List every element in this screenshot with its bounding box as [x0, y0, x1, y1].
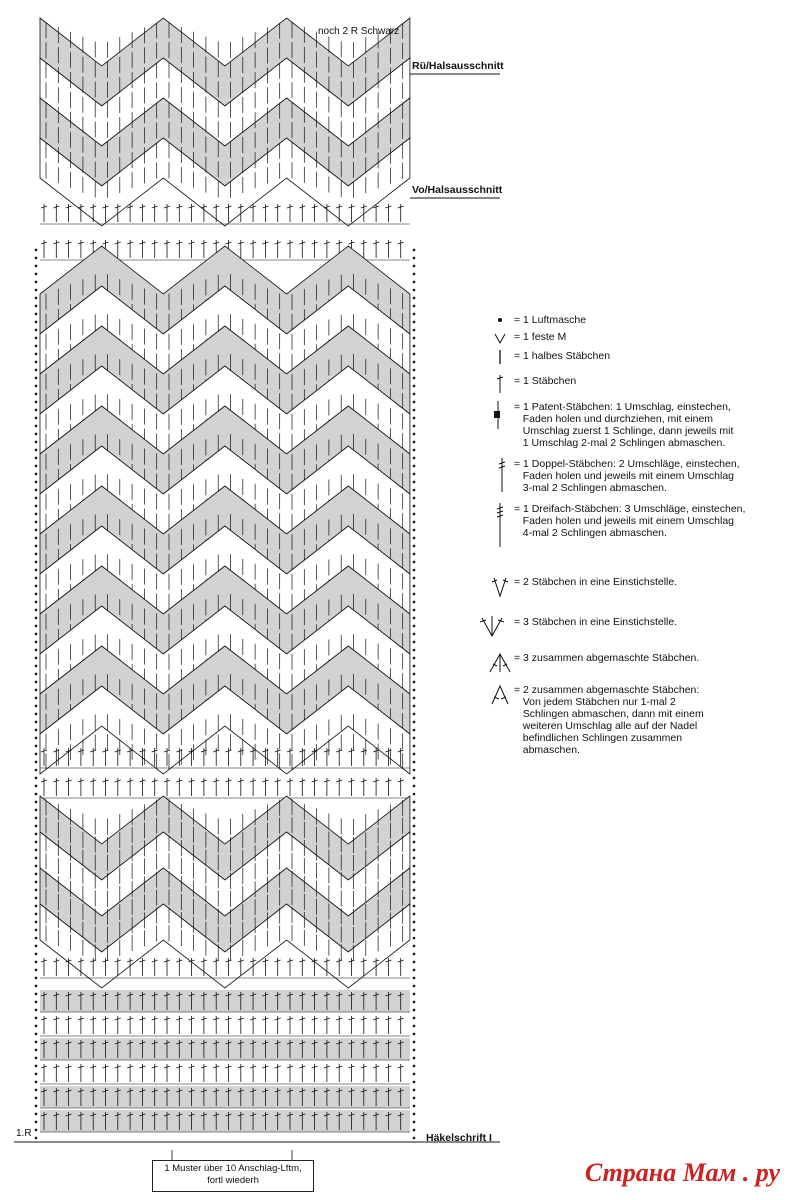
chain-dot — [413, 1129, 416, 1132]
chain-dot — [35, 945, 38, 948]
chain-dot — [35, 1009, 38, 1012]
chain-dot — [413, 377, 416, 380]
chain-dot — [35, 401, 38, 404]
chain-dot — [35, 377, 38, 380]
chain-dot — [35, 569, 38, 572]
chain-dot — [35, 433, 38, 436]
shaded-row — [40, 990, 410, 1012]
back-neck-label: Rü/Halsausschnitt — [412, 60, 504, 72]
chain-dot — [35, 529, 38, 532]
chain-dot — [413, 505, 416, 508]
chain-dot — [413, 489, 416, 492]
chain-dot — [413, 745, 416, 748]
chain-dot — [413, 657, 416, 660]
chain-dot — [413, 1033, 416, 1036]
chain-dot — [35, 953, 38, 956]
chain-dot — [35, 753, 38, 756]
chain-dot — [413, 1057, 416, 1060]
patent-icon — [488, 401, 512, 445]
chain-dot — [413, 929, 416, 932]
chain-dot — [413, 865, 416, 868]
chain-dot — [413, 513, 416, 516]
chain-dot — [35, 1065, 38, 1068]
chain-dot — [35, 881, 38, 884]
chain-dot — [35, 369, 38, 372]
chain-dot — [35, 449, 38, 452]
chain-dot — [35, 521, 38, 524]
chain-dot — [35, 345, 38, 348]
chain-dot — [35, 681, 38, 684]
chain-dot — [413, 401, 416, 404]
legend-text: = 1 Doppel-Stäbchen: 2 Umschläge, einstechen, Faden holen und jeweils mit einem Umschlag 3-mal 2 Schlingen abmaschen. — [514, 458, 740, 494]
chain-dot — [413, 593, 416, 596]
chain-dot — [413, 937, 416, 940]
two-together-icon — [488, 684, 512, 728]
chain-dot — [413, 1113, 416, 1116]
chain-dot — [413, 761, 416, 764]
chain-dot — [413, 297, 416, 300]
chain-dot — [35, 1001, 38, 1004]
chain-dot — [35, 1033, 38, 1036]
chain-dot — [35, 385, 38, 388]
chain-dot — [413, 457, 416, 460]
chain-dot — [35, 977, 38, 980]
chain-dot — [413, 697, 416, 700]
chain-dot — [413, 521, 416, 524]
chain-dot — [413, 1073, 416, 1076]
repeat-note-line2: fortl wiederh — [207, 1175, 259, 1186]
chain-dot — [35, 1081, 38, 1084]
chain-dot — [413, 809, 416, 812]
chain-dot — [413, 1097, 416, 1100]
chain-dot — [413, 1065, 416, 1068]
chain-dot — [35, 409, 38, 412]
chain-dot — [35, 393, 38, 396]
chain-dot — [35, 577, 38, 580]
chain-dot — [413, 817, 416, 820]
chain-dot — [413, 633, 416, 636]
chain-dot — [413, 361, 416, 364]
chain-dot — [35, 737, 38, 740]
shaded-row — [40, 1038, 410, 1060]
chain-dot — [413, 353, 416, 356]
shaded-row — [40, 1086, 410, 1108]
chain-dot — [35, 865, 38, 868]
chain-dot — [413, 705, 416, 708]
chain-dot — [35, 841, 38, 844]
chain-dot — [413, 433, 416, 436]
chain-dot — [413, 529, 416, 532]
chain-dot — [35, 889, 38, 892]
chain-dot — [35, 337, 38, 340]
chain-dot — [35, 465, 38, 468]
chain-dot — [35, 585, 38, 588]
chain-dot — [413, 849, 416, 852]
chain-dot — [35, 1017, 38, 1020]
chain-dot — [35, 665, 38, 668]
chain-dot — [35, 873, 38, 876]
chain-dot — [413, 569, 416, 572]
chain-dot — [413, 537, 416, 540]
chain-dot — [35, 937, 38, 940]
chain-dot — [413, 425, 416, 428]
chain-dot — [35, 649, 38, 652]
chain-dot — [35, 809, 38, 812]
chain-dot — [413, 681, 416, 684]
chain-dot — [413, 641, 416, 644]
legend-text: = 2 zusammen abgemaschte Stäbchen: Von jedem Stäbchen nur 1-mal 2 Schlingen abmaschen, dann mit einem weiteren Umschlag alle auf der Nadel befindlichen Schlingen zusammen abmaschen. — [514, 684, 704, 756]
chain-dot — [35, 777, 38, 780]
chain-dot — [35, 361, 38, 364]
watermark-text: Страна Мам . ру — [584, 1158, 780, 1187]
legend-text: = 3 Stäbchen in eine Einstichstelle. — [514, 616, 678, 628]
chain-dot — [413, 601, 416, 604]
chain-dot — [413, 409, 416, 412]
two-in-one-icon — [488, 576, 512, 620]
chain-dot — [35, 273, 38, 276]
chain-dot — [35, 729, 38, 732]
chain-dot — [413, 649, 416, 652]
legend-text: = 2 Stäbchen in eine Einstichstelle. — [514, 576, 678, 588]
legend-text: = 1 Luftmasche — [514, 314, 587, 326]
chain-dot — [35, 993, 38, 996]
chain-dot — [35, 257, 38, 260]
chain-dot — [35, 593, 38, 596]
chain-dot — [35, 497, 38, 500]
chain-dot — [35, 905, 38, 908]
chain-dot — [413, 449, 416, 452]
chain-dot — [35, 441, 38, 444]
chain-dot — [35, 785, 38, 788]
chain-dot — [413, 609, 416, 612]
chain-dot — [35, 553, 38, 556]
chain-dot — [35, 689, 38, 692]
repeat-bracket — [172, 1150, 292, 1160]
chain-dot — [413, 721, 416, 724]
chain-dot — [35, 969, 38, 972]
chain-dot — [413, 577, 416, 580]
chain-dot — [413, 337, 416, 340]
shaded-row — [40, 1110, 410, 1132]
chain-dot — [35, 1113, 38, 1116]
chain-dot — [413, 769, 416, 772]
chain-dot — [35, 657, 38, 660]
chain-dot — [413, 1041, 416, 1044]
chain-dot — [413, 481, 416, 484]
chain-dot — [35, 537, 38, 540]
chain-dot — [35, 1129, 38, 1132]
chain-dot — [413, 953, 416, 956]
legend-text: = 1 feste M — [514, 331, 567, 343]
chain-dot — [413, 273, 416, 276]
chain-dot — [413, 673, 416, 676]
chain-dot — [35, 721, 38, 724]
chain-dot — [35, 713, 38, 716]
chain-dot — [35, 289, 38, 292]
chain-dot — [413, 1105, 416, 1108]
chart-name-label: Häkelschrift I — [426, 1132, 492, 1144]
chain-dot — [413, 369, 416, 372]
chain-dot — [35, 961, 38, 964]
chain-dot — [35, 297, 38, 300]
chain-dot — [35, 1025, 38, 1028]
chain-dot — [35, 1137, 38, 1140]
chain-dot — [413, 1121, 416, 1124]
chain-dot — [413, 553, 416, 556]
chain-dot — [413, 777, 416, 780]
chain-dot — [413, 921, 416, 924]
chain-dot — [35, 929, 38, 932]
chain-dot — [413, 617, 416, 620]
chain-dot — [35, 457, 38, 460]
chain-dot — [35, 513, 38, 516]
chain-dot — [35, 913, 38, 916]
chain-dot — [35, 1057, 38, 1060]
chain-dot — [413, 961, 416, 964]
chain-dot — [413, 281, 416, 284]
chain-dot — [413, 1001, 416, 1004]
chain-dot — [35, 489, 38, 492]
chain-dot — [35, 1049, 38, 1052]
chain-dot — [413, 1017, 416, 1020]
repeat-note — [152, 1160, 314, 1192]
chain-dot — [413, 393, 416, 396]
chain-dot — [35, 249, 38, 252]
legend-text: = 1 halbes Stäbchen — [514, 350, 611, 362]
chain-dot — [413, 329, 416, 332]
chain-dot — [413, 841, 416, 844]
chain-dot — [413, 969, 416, 972]
chain-dot — [413, 465, 416, 468]
chain-dot — [35, 857, 38, 860]
chain-dot — [413, 585, 416, 588]
chain-dot — [413, 545, 416, 548]
chain-dot — [35, 697, 38, 700]
chain-dot — [413, 801, 416, 804]
chain-dot — [35, 473, 38, 476]
chain-dot — [413, 913, 416, 916]
chain-dot — [413, 257, 416, 260]
chain-dot — [413, 249, 416, 252]
chain-dot — [413, 889, 416, 892]
chain-dot — [413, 1089, 416, 1092]
chain-dot — [35, 313, 38, 316]
chain-dot — [35, 609, 38, 612]
chain-dot — [413, 833, 416, 836]
chain-dot — [35, 825, 38, 828]
watermark — [585, 1158, 780, 1188]
chain-dot — [413, 881, 416, 884]
chain-dot — [35, 817, 38, 820]
chain-dot — [35, 425, 38, 428]
chain-dot — [35, 321, 38, 324]
chain-dot — [413, 417, 416, 420]
legend-text: = 1 Dreifach-Stäbchen: 3 Umschläge, einstechen, Faden holen und jeweils mit einem Umschlag 4-mal 2 Schlingen abmaschen. — [514, 503, 746, 539]
chain-dot — [413, 825, 416, 828]
chain-dot — [413, 625, 416, 628]
chain-dot — [35, 705, 38, 708]
chain-dot — [35, 281, 38, 284]
chain-dot — [413, 857, 416, 860]
chain-dot — [35, 601, 38, 604]
chain-dot — [35, 897, 38, 900]
chain-dot — [35, 265, 38, 268]
chain-dot — [35, 353, 38, 356]
chain-dot — [35, 305, 38, 308]
chain-dot — [413, 977, 416, 980]
chain-dot — [413, 289, 416, 292]
chain-dot — [35, 545, 38, 548]
chain-dot — [35, 985, 38, 988]
chain-dot — [35, 1121, 38, 1124]
legend-text: = 3 zusammen abgemaschte Stäbchen. — [514, 652, 700, 664]
chain-dot — [35, 561, 38, 564]
chain-dot — [413, 729, 416, 732]
chain-dot — [413, 1025, 416, 1028]
chain-dot — [413, 785, 416, 788]
chain-dot — [35, 761, 38, 764]
chain-dot — [413, 985, 416, 988]
chain-dot — [35, 849, 38, 852]
legend-text: = 1 Stäbchen — [514, 375, 577, 387]
chain-dot — [413, 1049, 416, 1052]
chain-dot — [35, 1097, 38, 1100]
chain-dot — [35, 921, 38, 924]
chain-dot — [35, 769, 38, 772]
chain-dot — [413, 945, 416, 948]
legend-text: = 1 Patent-Stäbchen: 1 Umschlag, einstechen, Faden holen und durchziehen, mit einem Umschlag zuerst 1 Schlinge, dann jeweils mit 1 Umschlag 2-mal 2 Schlingen abmaschen. — [514, 401, 734, 449]
chain-dot — [35, 793, 38, 796]
chain-dot — [413, 1081, 416, 1084]
chain-dot — [35, 1041, 38, 1044]
chain-dot — [413, 561, 416, 564]
chain-dot — [35, 1105, 38, 1108]
chain-dot — [413, 321, 416, 324]
front-neck-label: Vo/Halsausschnitt — [412, 184, 503, 196]
chain-dot — [413, 385, 416, 388]
chain-dot — [35, 329, 38, 332]
chain-dot — [413, 665, 416, 668]
chain-dot — [413, 873, 416, 876]
chain-dot — [35, 417, 38, 420]
chain-dot — [413, 1009, 416, 1012]
chain-dot — [413, 993, 416, 996]
chain-dot — [413, 265, 416, 268]
chain-dot — [413, 313, 416, 316]
chain-dot — [413, 1137, 416, 1140]
row-one-label: 1.R — [16, 1128, 32, 1139]
chain-dot — [413, 713, 416, 716]
triple-icon — [488, 503, 512, 547]
chain-dot — [413, 905, 416, 908]
chain-dot — [35, 625, 38, 628]
chain-dot — [35, 745, 38, 748]
chain-dot — [413, 345, 416, 348]
chain-dot — [413, 441, 416, 444]
repeat-note-line1: 1 Muster über 10 Anschlag-Lftm, — [164, 1163, 302, 1174]
chain-dot — [413, 689, 416, 692]
chain-dot — [35, 833, 38, 836]
chain-dot — [413, 473, 416, 476]
chain-dot — [35, 617, 38, 620]
header-note: noch 2 R Schwarz — [318, 26, 400, 37]
chain-dot — [35, 1073, 38, 1076]
chain-dot — [413, 737, 416, 740]
chain-dot — [35, 801, 38, 804]
chain-dot — [413, 753, 416, 756]
chain-dot — [35, 633, 38, 636]
double-icon — [488, 458, 512, 502]
chain-dot — [35, 673, 38, 676]
chain-dot — [413, 497, 416, 500]
chain-dot — [35, 481, 38, 484]
chain-dot — [35, 1089, 38, 1092]
chain-dot — [35, 641, 38, 644]
chain-dot — [413, 897, 416, 900]
chain-dot — [413, 305, 416, 308]
chain-dot — [35, 505, 38, 508]
chain-dot — [413, 793, 416, 796]
